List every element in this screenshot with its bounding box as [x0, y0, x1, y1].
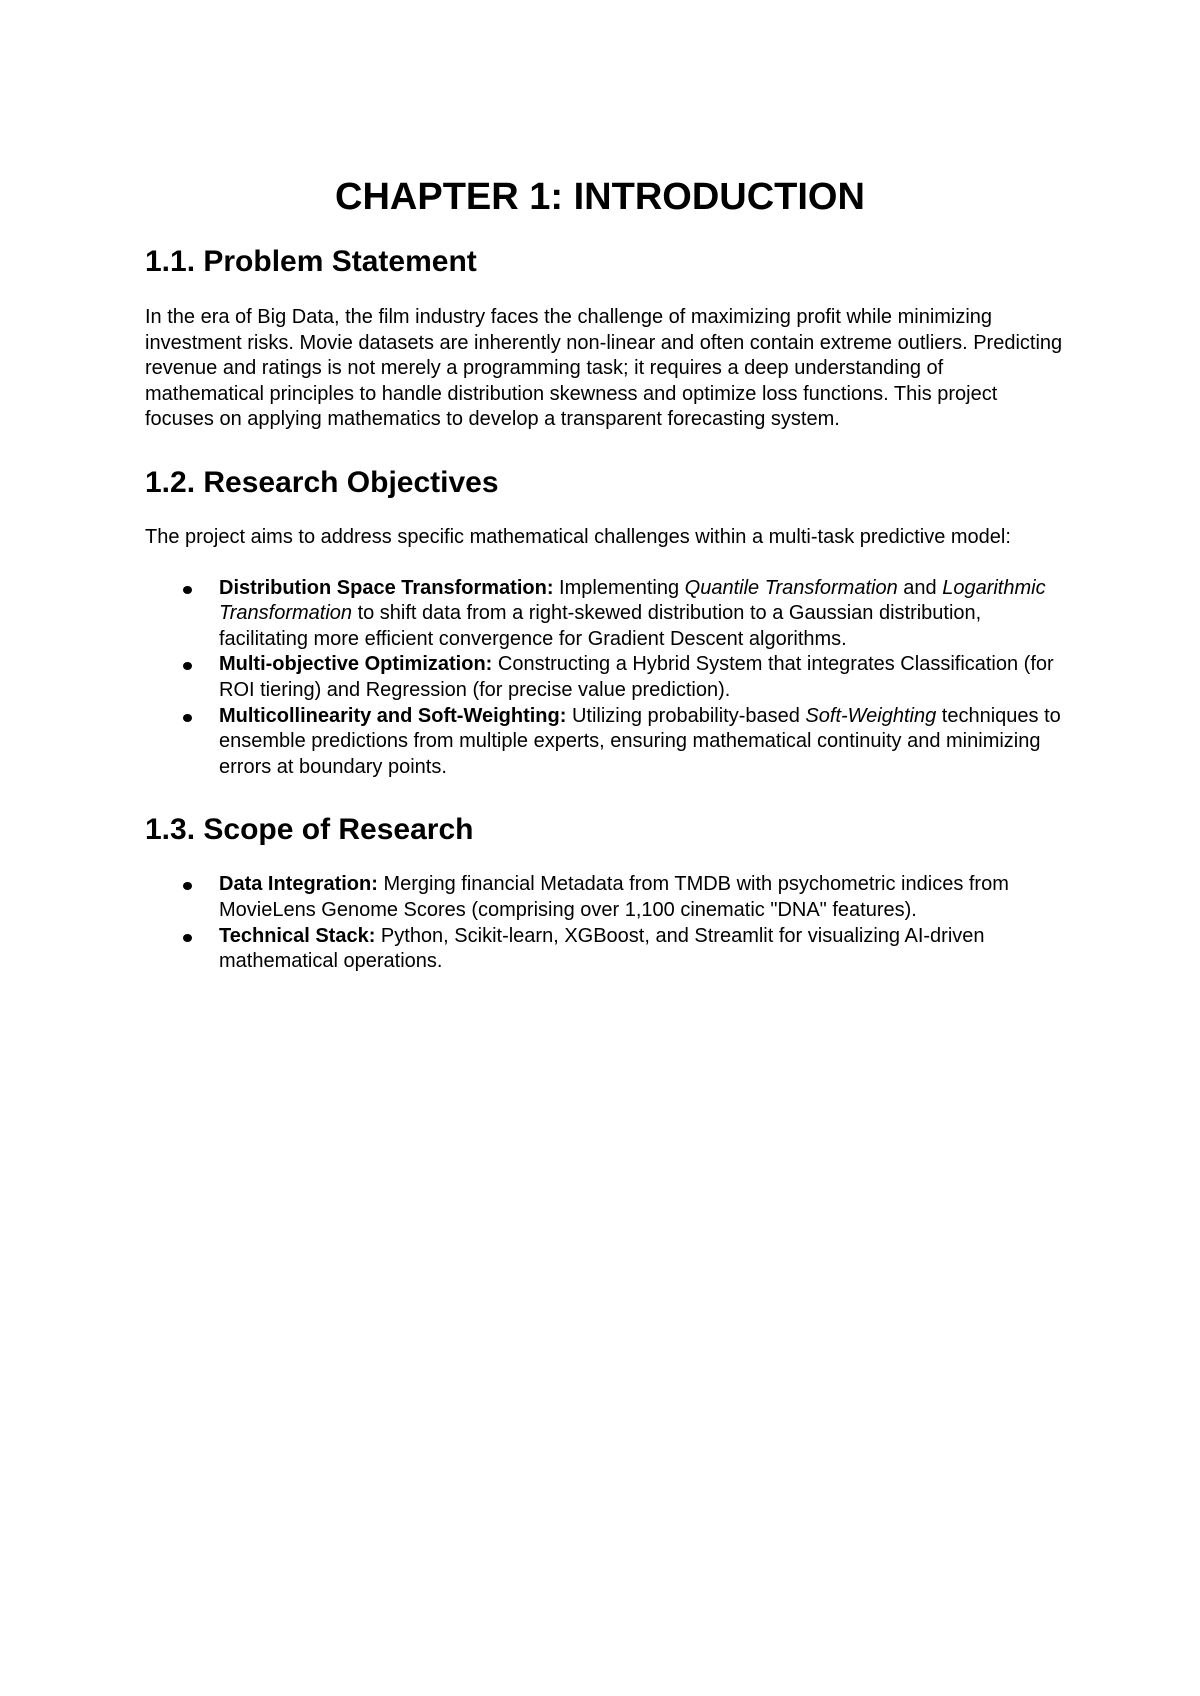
item-text: Constructing a Hybrid System that integrates Classification (for ROI tiering) and Regression (for precise value prediction). [219, 653, 1054, 701]
item-label: Multi-objective Optimization: [219, 653, 493, 676]
item-text: Implementing [553, 576, 685, 599]
item-emphasis: Logarithmic Transformation [219, 576, 1046, 625]
list-item-technical-stack [145, 924, 1065, 975]
research-objectives-intro: The project aims to address specific mathematical challenges within a multi-task predictive model: [145, 525, 1011, 548]
item-label: Distribution Space Transformation: [219, 576, 554, 599]
item-text: and [897, 576, 943, 599]
list-item-distribution-space-transformation [145, 576, 1065, 653]
scope-of-research-list [145, 872, 1065, 974]
chapter-content [145, 244, 1065, 975]
item-text: techniques to ensemble predictions from multiple experts, ensuring mathematical continuity and minimizing errors at boundary points. [219, 704, 1061, 778]
item-text: to shift data from a right-skewed distribution to a Gaussian distribution, facilitating more efficient convergence for Gradient Descent algorithms. [219, 602, 982, 650]
bullet-icon [183, 586, 192, 594]
section-heading-research-objectives: 1.2. Research Objectives [145, 465, 499, 499]
item-text: Python, Scikit-learn, XGBoost, and Streamlit for visualizing AI-driven mathematical operations. [219, 924, 985, 973]
item-emphasis: Soft-Weighting [805, 704, 937, 727]
item-label: Multicollinearity and Soft-Weighting: [219, 704, 567, 727]
item-label: Technical Stack: [219, 924, 376, 947]
bullet-icon [183, 662, 192, 670]
item-text: Utilizing probability-based [566, 704, 806, 727]
section-heading-scope-of-research: 1.3. Scope of Research [145, 813, 474, 847]
item-emphasis: Quantile Transformation [684, 576, 898, 599]
bullet-icon [183, 934, 192, 942]
bullet-icon [183, 882, 192, 890]
chapter-title: CHAPTER 1: INTRODUCTION [335, 176, 865, 218]
research-objectives-list [145, 576, 1065, 781]
list-item-multi-objective-optimization [145, 652, 1065, 703]
section-heading-problem-statement: 1.1. Problem Statement [145, 245, 477, 278]
problem-statement-paragraph: In the era of Big Data, the film industry faces the challenge of maximizing profit while minimizing investment risks. Movie datasets are inherently non-linear and often contain extreme outliers. Predicting revenue and ratings is not merely a programming task; it requires a deep understanding of mathematical principles to handle distribution skewness and optimize loss functions. This project focuses on applying mathematics to develop a transparent forecasting system. [145, 306, 1063, 431]
list-item-data-integration [145, 872, 1065, 923]
item-label: Data Integration: [219, 873, 378, 896]
item-text: Merging financial Metadata from TMDB with psychometric indices from MovieLens Genome Scores (comprising over 1,100 cinematic "DNA" features). [219, 873, 1009, 921]
list-item-multicollinearity-soft-weighting [145, 704, 1065, 781]
bullet-icon [183, 714, 192, 722]
